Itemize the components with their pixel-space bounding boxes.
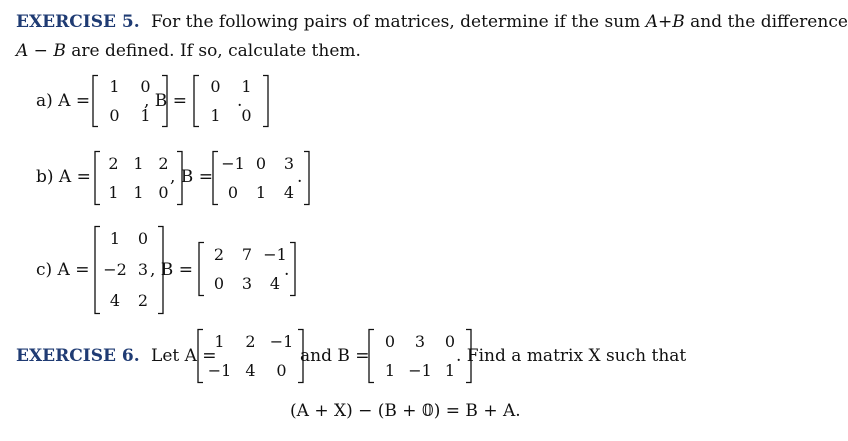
left-bracket	[199, 243, 204, 296]
matrix-entry: 0	[210, 76, 221, 96]
matrix-entry: 4	[283, 182, 295, 202]
matrix-entry: 2	[213, 244, 225, 264]
matrix-entry: 0	[109, 105, 120, 125]
exercise-5-line-1	[16, 12, 848, 32]
matrix-b-B	[212, 151, 310, 205]
matrix-entry: 3	[137, 260, 149, 279]
matrix-entry: 1	[255, 182, 267, 202]
exercise-6-let: Let A =	[151, 346, 217, 366]
matrix-entry: 1	[133, 153, 144, 173]
matrix-entry: 0	[227, 182, 239, 202]
left-bracket	[213, 152, 218, 205]
matrix-entry: 1	[444, 360, 456, 380]
matrix-entry: 1	[133, 182, 144, 202]
matrix-entry: 1	[109, 229, 121, 248]
right-bracket	[263, 76, 268, 127]
matrix-entry: 4	[245, 360, 256, 380]
left-bracket	[95, 227, 100, 314]
difference-expression: A − B	[16, 41, 66, 61]
matrix-entry: 0	[276, 360, 287, 380]
matrix-entry: 1	[384, 360, 396, 380]
matrix-entry: 4	[109, 291, 121, 310]
exercise-6-intro	[16, 346, 217, 366]
matrix-entry: 1	[140, 105, 151, 125]
matrix-entry: 0	[241, 105, 252, 125]
matrix-entry: 7	[241, 244, 253, 264]
matrix-entry: 0	[140, 76, 151, 96]
part-a-label: a) A =	[36, 91, 91, 111]
part-c-separator: , B =	[150, 260, 193, 280]
matrix-entry: 0	[158, 182, 169, 202]
matrix-entry: 2	[245, 331, 256, 351]
matrix-entry: 0	[384, 331, 396, 351]
left-bracket	[93, 76, 98, 127]
part-c-label: c) A =	[36, 260, 90, 280]
left-bracket	[95, 152, 100, 205]
matrix-entry: 0	[444, 331, 456, 351]
matrix-entry: 0	[255, 153, 267, 173]
matrix-entry: 3	[283, 153, 295, 173]
matrix-entry: −1	[269, 331, 294, 351]
left-bracket	[369, 330, 374, 383]
matrix-entry: 1	[241, 76, 252, 96]
part-a-end: .	[237, 91, 243, 111]
exercise-6-equation: (A + X) − (B + 𝟘) = B + A.	[290, 401, 521, 421]
right-bracket	[304, 152, 309, 205]
exercise-5-text-2: are defined. If so, calculate them.	[71, 41, 361, 61]
matrix-entry: −1	[263, 244, 287, 264]
part-b-label: b) A =	[36, 167, 91, 187]
part-c-end: .	[284, 260, 290, 280]
right-bracket	[290, 243, 295, 296]
matrix-entry: 1	[108, 182, 119, 202]
exercise-6-find: . Find a matrix X such that	[456, 346, 687, 366]
matrix-entry: 2	[108, 153, 119, 173]
part-b-separator: , B =	[170, 167, 213, 187]
matrix-entry: 0	[137, 229, 149, 248]
exercise-6-title: EXERCISE 6.	[16, 346, 140, 366]
matrix-a-B	[193, 75, 269, 127]
matrix-entry: −2	[103, 260, 127, 279]
matrix-entry: 3	[414, 331, 426, 351]
matrix-entry: 2	[137, 291, 149, 310]
matrix-entry: 2	[158, 153, 169, 173]
matrix-entry: 0	[213, 273, 225, 293]
exercise-5-text: For the following pairs of matrices, determine if the sum	[151, 12, 641, 32]
matrix-entry: 4	[269, 273, 281, 293]
exercise-5-title: EXERCISE 5.	[16, 12, 140, 32]
matrix-entry: −1	[221, 153, 245, 173]
part-a-separator: , B =	[144, 91, 187, 111]
matrix-entry: 1	[109, 76, 120, 96]
exercise-5-line-2	[16, 41, 361, 61]
matrix-c-B	[198, 242, 296, 296]
sum-expression: A+B	[645, 12, 685, 32]
matrix-entry: −1	[207, 360, 232, 380]
matrix-entry: 3	[241, 273, 253, 293]
and-the-difference-text: and the difference	[690, 12, 848, 32]
exercise-6-and-b: and B =	[300, 346, 370, 366]
left-bracket	[198, 330, 203, 383]
part-b-end: .	[297, 167, 303, 187]
left-bracket	[194, 76, 199, 127]
matrix-entry: −1	[408, 360, 432, 380]
matrix-entry: 1	[214, 331, 225, 351]
matrix-entry: 1	[210, 105, 221, 125]
matrix-6-A	[197, 329, 304, 383]
